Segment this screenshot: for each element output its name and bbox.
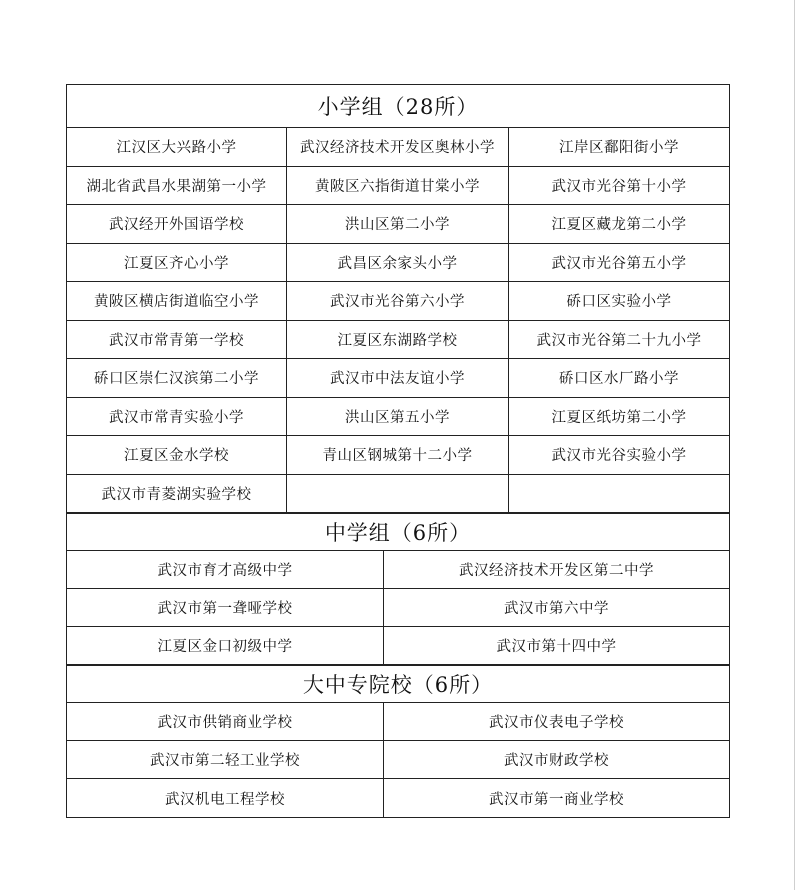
college-group-title: 大中专院校（6所） xyxy=(67,665,729,703)
school-cell: 武汉市仪表电子学校 xyxy=(384,703,729,741)
school-cell: 硚口区水厂路小学 xyxy=(509,359,729,398)
school-cell: 武汉市财政学校 xyxy=(384,741,729,779)
school-cell: 武汉市第二轻工业学校 xyxy=(67,741,384,779)
middle-group-title: 中学组（6所） xyxy=(67,513,729,551)
school-cell: 江汉区大兴路小学 xyxy=(67,128,287,167)
school-cell: 洪山区第五小学 xyxy=(287,398,509,437)
school-cell: 黄陂区六指街道甘棠小学 xyxy=(287,167,509,206)
school-cell: 黄陂区横店街道临空小学 xyxy=(67,282,287,321)
school-cell: 江夏区藏龙第二小学 xyxy=(509,205,729,244)
school-cell: 江夏区齐心小学 xyxy=(67,244,287,283)
school-cell: 硚口区实验小学 xyxy=(509,282,729,321)
page-edge xyxy=(794,0,795,890)
primary-group-title: 小学组（28所） xyxy=(67,85,729,128)
school-cell: 武汉市光谷实验小学 xyxy=(509,436,729,475)
school-cell: 武汉经济技术开发区奥林小学 xyxy=(287,128,509,167)
school-cell: 江夏区纸坊第二小学 xyxy=(509,398,729,437)
school-cell: 江夏区金水学校 xyxy=(67,436,287,475)
school-cell: 武汉市常青第一学校 xyxy=(67,321,287,360)
school-cell: 江夏区东湖路学校 xyxy=(287,321,509,360)
school-cell: 武汉市第一商业学校 xyxy=(489,791,624,808)
school-cell: 武汉市第十四中学 xyxy=(384,627,729,665)
school-cell xyxy=(287,475,509,514)
school-cell: 武汉市育才高级中学 xyxy=(67,551,384,589)
school-cell: 武汉市第六中学 xyxy=(384,589,729,627)
college-school-grid xyxy=(67,703,729,817)
school-cell: 青山区钢城第十二小学 xyxy=(287,436,509,475)
school-cell: 湖北省武昌水果湖第一小学 xyxy=(67,167,287,206)
school-cell: 武汉市青菱湖实验学校 xyxy=(67,475,287,514)
school-cell: 武汉市中法友谊小学 xyxy=(287,359,509,398)
primary-school-grid xyxy=(67,128,729,513)
school-cell: 硚口区崇仁汉滨第二小学 xyxy=(67,359,287,398)
school-cell: 武汉市光谷第十小学 xyxy=(509,167,729,206)
middle-school-grid xyxy=(67,551,729,665)
school-cell: 江岸区鄱阳街小学 xyxy=(509,128,729,167)
school-cell: 武汉经济技术开发区第二中学 xyxy=(384,551,729,589)
school-cell: 武汉机电工程学校 xyxy=(67,779,384,817)
school-cell: 武汉市光谷第五小学 xyxy=(509,244,729,283)
school-cell: 武昌区余家头小学 xyxy=(287,244,509,283)
school-cell: 武汉经开外国语学校 xyxy=(67,205,287,244)
school-list-table xyxy=(66,84,730,818)
school-cell: 洪山区第二小学 xyxy=(287,205,509,244)
school-cell xyxy=(509,475,729,514)
school-cell: 武汉市第一聋哑学校 xyxy=(67,589,384,627)
school-cell: 武汉市光谷第二十九小学 xyxy=(509,321,729,360)
school-cell: 武汉市常青实验小学 xyxy=(67,398,287,437)
school-cell: 武汉市供销商业学校 xyxy=(67,703,384,741)
school-cell: 武汉市光谷第六小学 xyxy=(287,282,509,321)
school-cell: 江夏区金口初级中学 xyxy=(67,627,384,665)
